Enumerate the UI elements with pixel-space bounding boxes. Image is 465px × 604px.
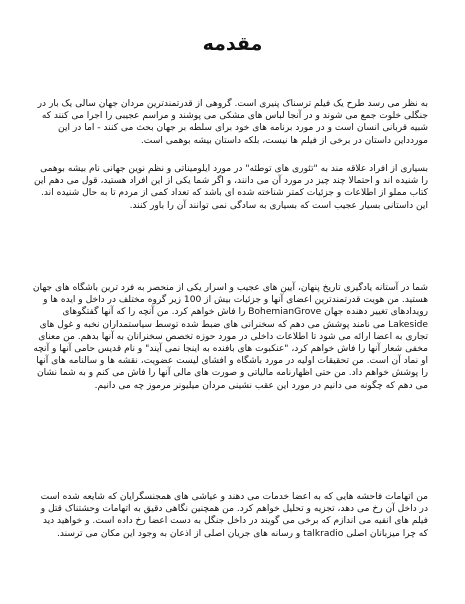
page-title: مقدمه: [202, 33, 263, 55]
paragraph-allegations: من اتهامات فاحشه هایی که به اعضا خدمات می دهند و عیاشی های همجنسگرایان که شایعه شده است در داخل آن رخ می دهد، تجزیه و تحلیل خواهم کرد. من همچنین نگاهی دقیق به اتهامات وحشتناک قتل و فیلم های انفیه می اندازم که برخی می گویند در داخل جنگل به دست اعضا رخ داده است. و خواهید دید که چرا میزبانان اصلی talkradio و رسانه های جریان اصلی از اذعان به وجود این مکان می ترسند.: [40, 492, 428, 539]
paragraph-history: شما در آستانه یادگیری تاریخ پنهان، آیین های عجیب و اسرار یکی از منحصر به فرد ترین باشگاه های جهان هستید. من هویت قدرتمندترین اعضای آنها و جزئیات بیش از 100 زیر گروه مختلف در داخل و ایده ها و رویدادهای تغییر دهنده جهان BohemianGrove را فاش خواهم کرد. من آنچه را که آنها گفتگوهای Lakeside می نامند پوشش می دهم که سخنرانی های ضبط شده توسط سیاستمداران نخبه و غول های تجاری به اعضا ارائه می شود تا اطلاعات داخلی در مورد حوزه تخصص سخنرانان به آنها بدهم. من معنای مخفی شعار آنها را فاش خواهم کرد، "عنکبوت های بافنده به اینجا نمی آیند" و نام قدیس حامی آنها و آنچه او نماد آن است. من تحقیقات اولیه در مورد باشگاه و افشای لیست عضویت، نقشه ها و سالنامه های آنها را پوشش خواهم داد. من حتی اظهارنامه مالیاتی و صورت های مالی آنها را فاش می کنم و به شما نشان می دهم که چگونه می دانیم در مورد این عقب نشینی مردان میلیونر مرموز چه می دانیم.: [32, 283, 428, 391]
paragraph-intro: به نظر می رسد طرح یک فیلم ترسناک پنیری است. گروهی از قدرتمندترین مردان جهان سالی یک بار در جنگلی خلوت جمع می شوند و در آنجا لباس های مشکی می پوشند و مراسم عجیبی را اجرا می کنند که شبیه قربانی انسان است و در مورد برنامه های خود برای سلطه بر جهان بحث می کنند - اما در این موردداین داستان در برخی از فیلم ها نیست، بلکه داستان بیشه بوهمی است.: [37, 99, 428, 146]
paragraph-conspiracy: بسیاری از افراد علاقه مند به "تئوری های توطئه" در مورد ایلومیناتی و نظم نوین جهانی نام بیشه بوهمی را شنیده اند و احتمالا چند چیز در مورد آن می دانند، و اگر شما یکی از این افراد هستید، قول می دهم این کتاب مملو از اطلاعات و جزئیات کمتر شناخته شده ای باشد که تعداد کمی از مردم تا به حال شنیده اند. این داستانی بسیار عجیب است که بسیاری به سادگی نمی توانند آن را باور کنند.: [33, 164, 428, 211]
